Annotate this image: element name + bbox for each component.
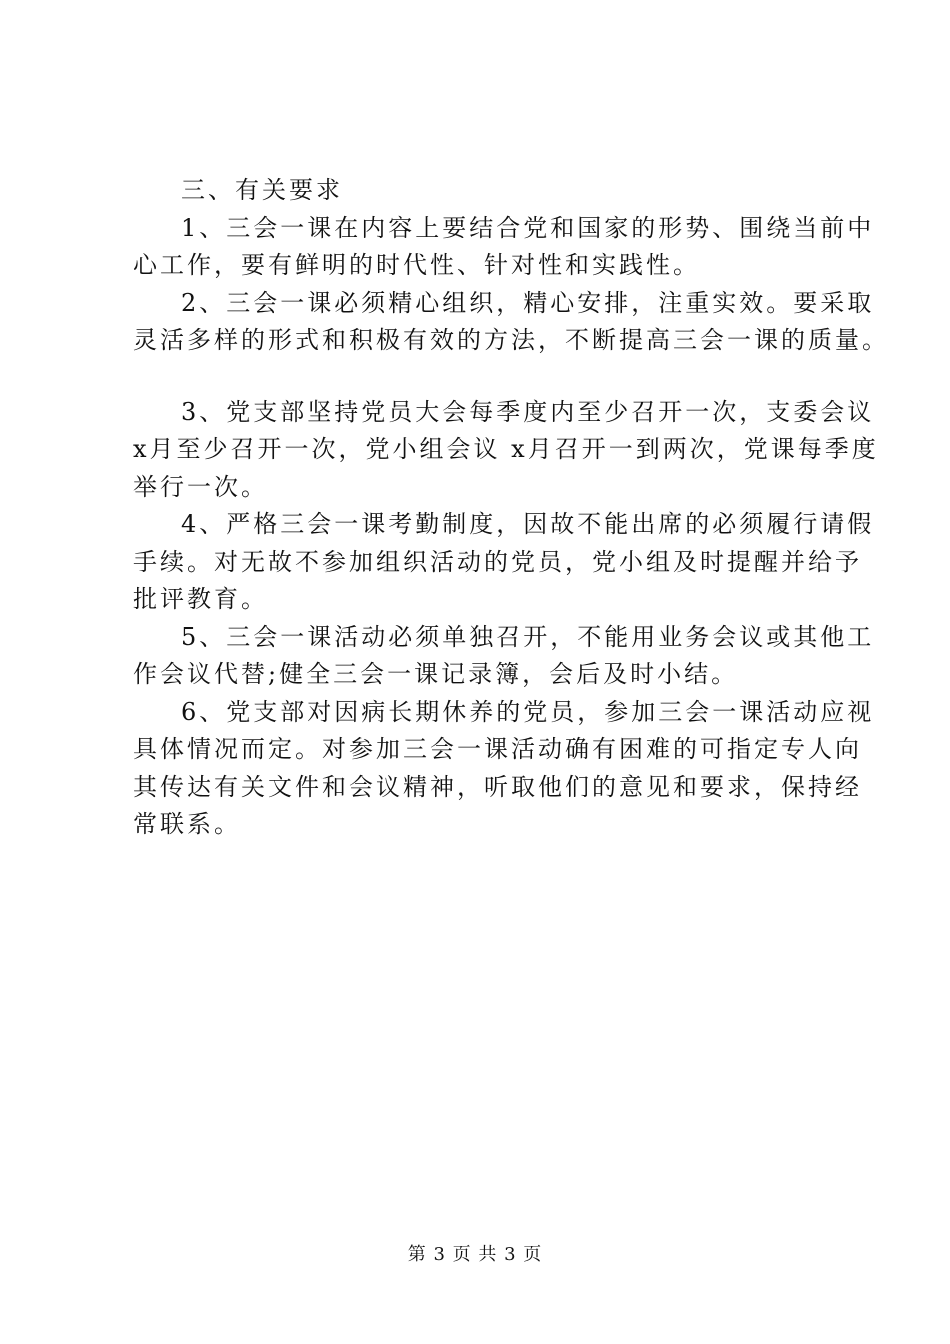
requirement-item-4 [133, 506, 875, 619]
paragraph-line: x月至少召开一次，党小组会议 x月召开一到两次，党课每季度 [133, 435, 879, 463]
paragraph-line: 4、严格三会一课考勤制度，因故不能出席的必须履行请假 [181, 510, 875, 538]
paragraph-line: 作会议代替;健全三会一课记录簿，会后及时小结。 [133, 660, 739, 688]
paragraph-line: 其传达有关文件和会议精神，听取他们的意见和要求，保持经 [133, 772, 862, 801]
requirement-item-1 [133, 210, 875, 285]
section-heading: 三、有关要求 [181, 176, 343, 204]
paragraph-line: 批评教育。 [133, 585, 268, 613]
paragraph-line: 具体情况而定。对参加三会一课活动确有困难的可指定专人向 [133, 735, 862, 763]
paragraph-line: 举行一次。 [133, 472, 268, 501]
paragraph-line: 常联系。 [133, 810, 241, 838]
requirement-item-5 [133, 619, 875, 694]
paragraph-line: 6、党支部对因病长期休养的党员，参加三会一课活动应视 [181, 697, 875, 726]
requirement-item-3 [133, 394, 879, 507]
paragraph-line: 2、三会一课必须精心组织，精心安排，注重实效。要采取 [181, 288, 875, 317]
paragraph-line: 心工作，要有鲜明的时代性、针对性和实践性。 [133, 251, 700, 279]
paragraph-line: 5、三会一课活动必须单独召开，不能用业务会议或其他工 [181, 622, 875, 651]
document-body [133, 172, 889, 844]
requirement-item-2 [133, 285, 889, 360]
paragraph-line: 1、三会一课在内容上要结合党和国家的形势、围绕当前中 [181, 213, 875, 242]
requirement-item-6 [133, 694, 875, 844]
paragraph-line: 3、党支部坚持党员大会每季度内至少召开一次，支委会议 [181, 397, 875, 426]
page-footer: 第 3 页 共 3 页 [407, 1244, 543, 1265]
paragraph-line: 灵活多样的形式和积极有效的方法，不断提高三会一课的质量。 [133, 326, 889, 354]
paragraph-line: 手续。对无故不参加组织活动的党员，党小组及时提醒并给予 [133, 547, 862, 576]
